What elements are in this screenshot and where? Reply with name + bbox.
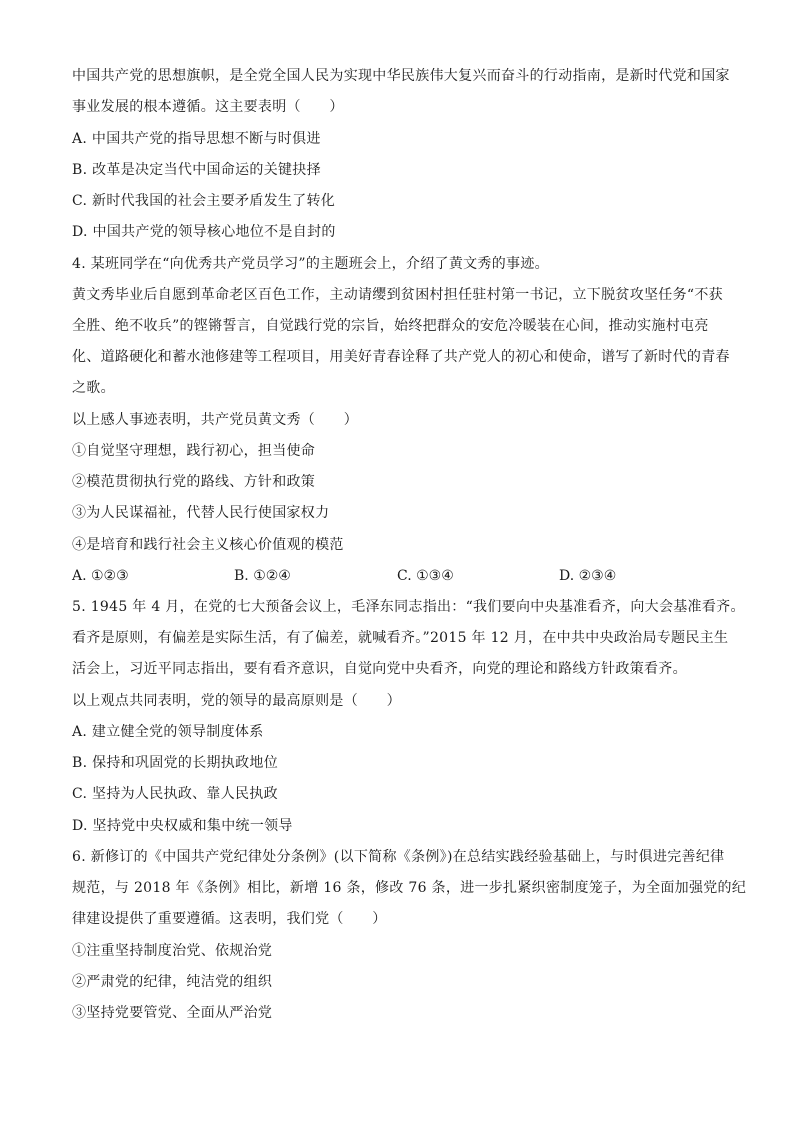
q5-option-b: B. 保持和巩固党的长期执政地位 bbox=[72, 755, 278, 771]
q4-choice-b: B. ①②④ bbox=[234, 568, 291, 584]
q4-choice-c: C. ①③④ bbox=[397, 568, 454, 584]
q5-stem-line: 5. 1945 年 4 月，在党的七大预备会议上，毛泽东同志指出：“我们要向中央基准看齐，向大会基准看齐。 bbox=[72, 599, 745, 615]
q5-option-a: A. 建立健全党的领导制度体系 bbox=[72, 724, 264, 740]
q5-stem-line: 活会上，习近平同志指出，要有看齐意识，自觉向党中央看齐，向党的理论和路线方针政策看齐。 bbox=[72, 661, 687, 677]
q4-statement-2: ②模范贯彻执行党的路线、方针和政策 bbox=[72, 474, 316, 490]
q6-statement-3: ③坚持党要管党、全面从严治党 bbox=[72, 1005, 273, 1021]
q6-stem-line: 6. 新修订的《中国共产党纪律处分条例》(以下简称《条例》)在总结实践经验基础上，与时俱进完善纪律 bbox=[72, 849, 725, 865]
q6-stem-line: 规范，与 2018 年《条例》相比，新增 16 条，修改 76 条，进一步扎紧织密制度笼子，为全面加强党的纪 bbox=[72, 880, 747, 896]
q5-question: 以上观点共同表明，党的领导的最高原则是（ ） bbox=[72, 693, 401, 709]
q3-option-a: A. 中国共产党的指导思想不断与时俱进 bbox=[72, 131, 321, 147]
q5-option-d: D. 坚持党中央权威和集中统一领导 bbox=[72, 818, 293, 834]
q4-material-line: 黄文秀毕业后自愿到革命老区百色工作，主动请缨到贫困村担任驻村第一书记，立下脱贫攻坚任务“不获 bbox=[72, 287, 723, 303]
q5-stem-line: 看齐是原则，有偏差是实际生活，有了偏差，就喊看齐。”2015 年 12 月，在中共中央政治局专题民主生 bbox=[72, 630, 729, 646]
q4-statement-3: ③为人民谋福祉，代替人民行使国家权力 bbox=[72, 505, 330, 521]
q6-stem-line: 律建设提供了重要遵循。这表明，我们党（ ） bbox=[72, 911, 387, 927]
q4-statement-1: ①自觉坚守理想，践行初心，担当使命 bbox=[72, 443, 316, 459]
q4-material-line: 全胜、绝不收兵”的铿锵誓言，自觉践行党的宗旨，始终把群众的安危冷暖装在心间，推动实施村屯亮 bbox=[72, 318, 709, 334]
q4-question: 以上感人事迹表明，共产党员黄文秀（ ） bbox=[72, 412, 358, 428]
q6-statement-2: ②严肃党的纪律，纯洁党的组织 bbox=[72, 974, 273, 990]
q3-option-c: C. 新时代我国的社会主要矛盾发生了转化 bbox=[72, 193, 336, 209]
q3-stem-line: 事业发展的根本遵循。这主要表明（ ） bbox=[72, 99, 344, 115]
q3-option-d: D. 中国共产党的领导核心地位不是自封的 bbox=[72, 224, 336, 240]
q6-statement-1: ①注重坚持制度治党、依规治党 bbox=[72, 943, 273, 959]
q4-choice-a: A. ①②③ bbox=[72, 568, 129, 584]
q4-choices-row bbox=[72, 566, 732, 586]
q4-material-line: 化、道路硬化和蓄水池修建等工程项目，用美好青春诠释了共产党人的初心和使命，谱写了新时代的青春 bbox=[72, 349, 730, 365]
q5-option-c: C. 坚持为人民执政、靠人民执政 bbox=[72, 786, 278, 802]
q4-choice-d: D. ②③④ bbox=[559, 568, 617, 584]
q3-option-b: B. 改革是决定当代中国命运的关键抉择 bbox=[72, 162, 321, 178]
q4-statement-4: ④是培育和践行社会主义核心价值观的模范 bbox=[72, 537, 344, 553]
q4-material-line: 之歌。 bbox=[72, 380, 115, 396]
q3-stem-line: 中国共产党的思想旗帜，是全党全国人民为实现中华民族伟大复兴而奋斗的行动指南，是新时代党和国家 bbox=[72, 68, 730, 84]
q4-intro: 4. 某班同学在“向优秀共产党员学习”的主题班会上，介绍了黄文秀的事迹。 bbox=[72, 256, 549, 272]
